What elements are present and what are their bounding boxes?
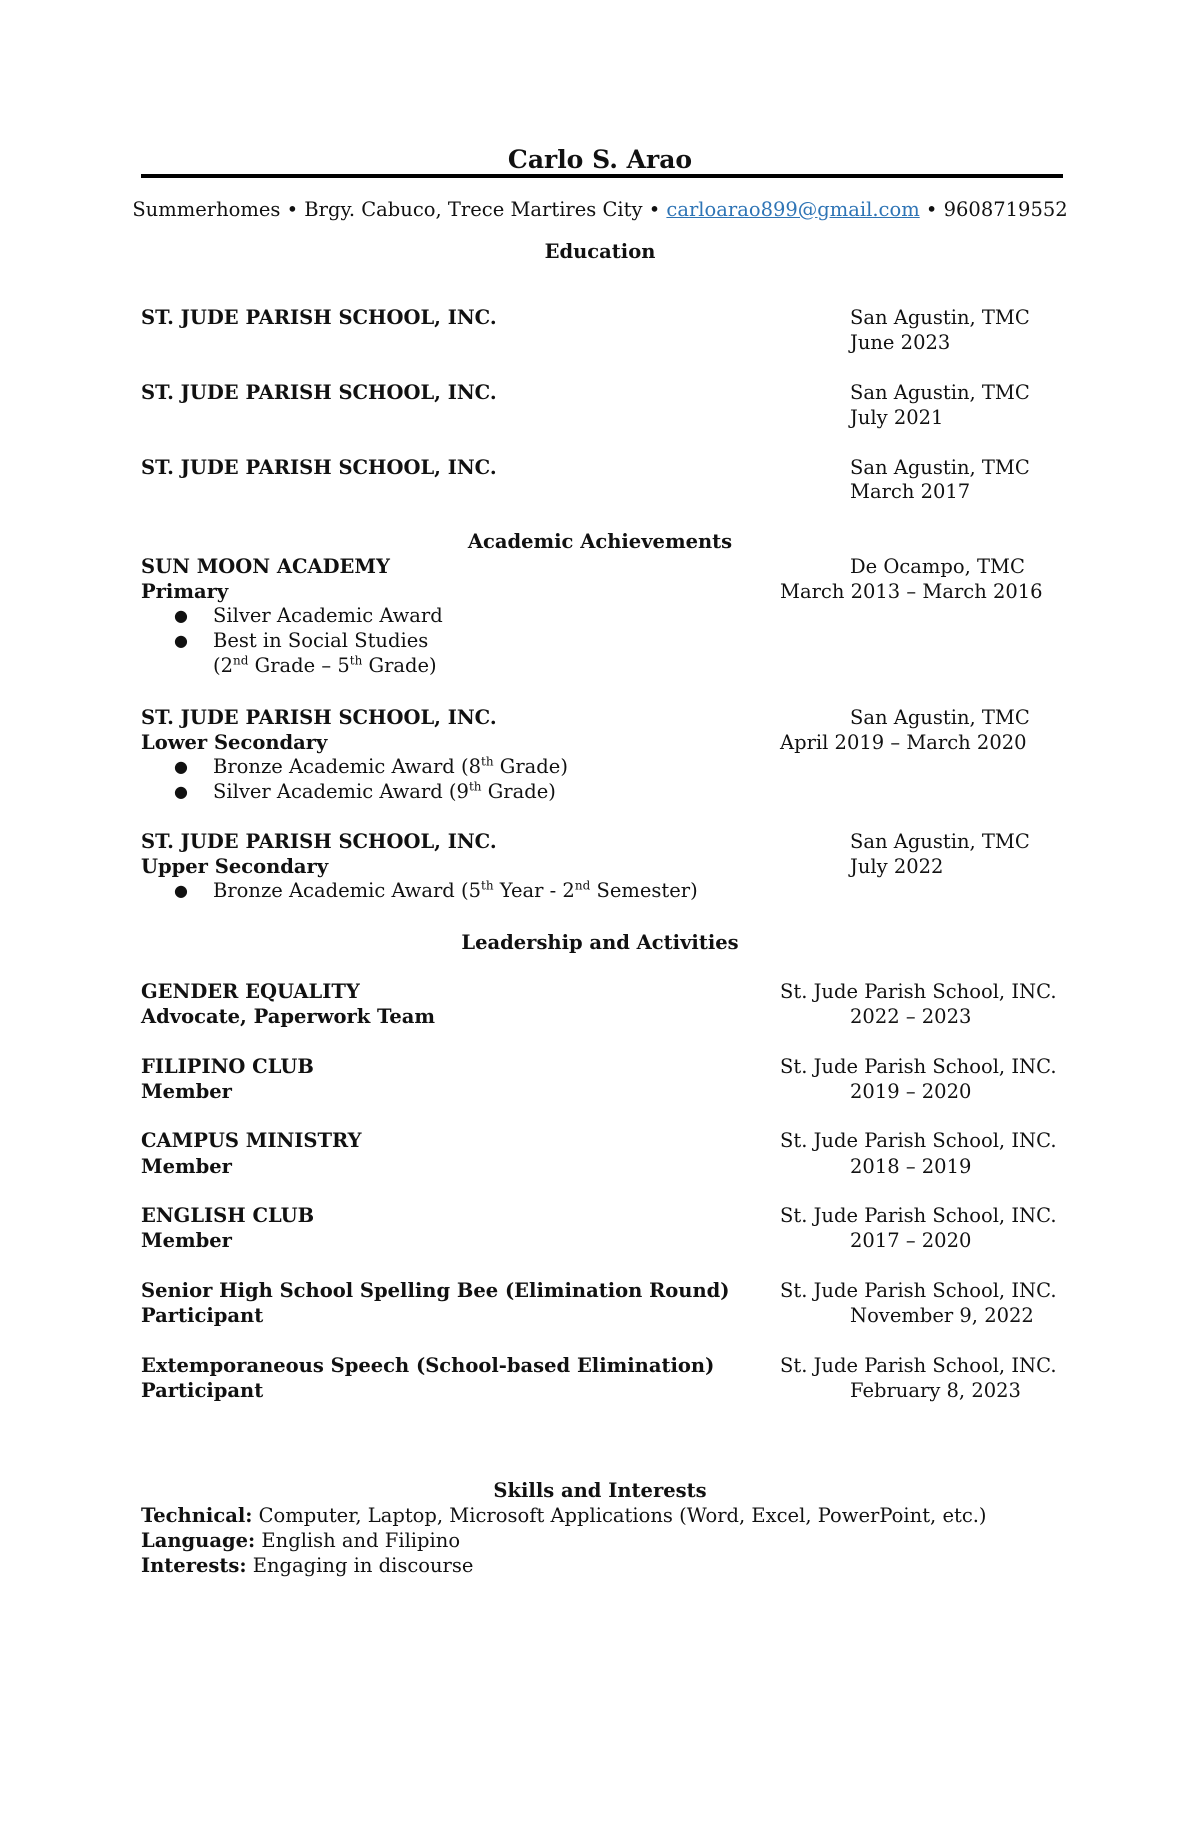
achievement-date: July 2022 [850, 855, 944, 878]
activity-role: Participant [141, 1304, 264, 1327]
activity-title: ENGLISH CLUB [141, 1204, 315, 1227]
activity-role: Member [141, 1229, 232, 1252]
achievement-location: San Agustin, TMC [850, 706, 1030, 729]
achievement-school: ST. JUDE PARISH SCHOOL, INC. [141, 706, 497, 729]
activity-title: FILIPINO CLUB [141, 1055, 314, 1078]
achievement-location: De Ocampo, TMC [850, 555, 1025, 578]
activity-date: November 9, 2022 [850, 1304, 1034, 1327]
phone-text: • 9608719552 [925, 198, 1068, 221]
activity-role: Participant [141, 1379, 264, 1402]
bullet-icon: ● [174, 631, 188, 650]
achievement-school: SUN MOON ACADEMY [141, 555, 390, 578]
skills-technical: Technical: Computer, Laptop, Microsoft Applications (Word, Excel, PowerPoint, etc.) [141, 1504, 987, 1527]
activity-role: Member [141, 1155, 232, 1178]
activity-title: Senior High School Spelling Bee (Elimination Round) [141, 1279, 730, 1302]
activity-date: 2022 – 2023 [850, 1005, 972, 1028]
bullet-icon: ● [174, 606, 188, 625]
education-heading: Education [544, 240, 656, 263]
achievement-level: Primary [141, 580, 229, 603]
achievement-level: Lower Secondary [141, 731, 328, 754]
achievement-school: ST. JUDE PARISH SCHOOL, INC. [141, 830, 497, 853]
achievement-item-detail: (2nd Grade – 5th Grade) [213, 653, 437, 677]
activity-role: Advocate, Paperwork Team [141, 1005, 436, 1028]
activity-title: Extemporaneous Speech (School-based Elimination) [141, 1354, 715, 1377]
achievement-item: Silver Academic Award [213, 604, 443, 627]
education-school: ST. JUDE PARISH SCHOOL, INC. [141, 306, 497, 329]
activity-org: St. Jude Parish School, INC. [780, 1204, 1057, 1227]
education-location: San Agustin, TMC [850, 306, 1030, 329]
achievement-item: Silver Academic Award (9th Grade) [213, 779, 556, 803]
education-date: June 2023 [850, 331, 951, 354]
activity-date: February 8, 2023 [850, 1379, 1021, 1402]
header-divider [141, 174, 1063, 178]
achievement-item: Bronze Academic Award (8th Grade) [213, 754, 568, 778]
achievements-heading: Academic Achievements [467, 530, 733, 553]
achievement-item: Best in Social Studies [213, 629, 429, 652]
bullet-icon: ● [174, 757, 188, 776]
activity-title: GENDER EQUALITY [141, 980, 360, 1003]
skills-language: Language: English and Filipino [141, 1529, 461, 1552]
education-date: July 2021 [850, 406, 944, 429]
education-location: San Agustin, TMC [850, 456, 1030, 479]
email-link[interactable]: carloarao899@gmail.com [666, 198, 920, 221]
activity-date: 2019 – 2020 [850, 1080, 972, 1103]
activity-role: Member [141, 1080, 232, 1103]
education-location: San Agustin, TMC [850, 381, 1030, 404]
education-date: March 2017 [850, 480, 971, 503]
education-school: ST. JUDE PARISH SCHOOL, INC. [141, 456, 497, 479]
bullet-icon: ● [174, 881, 188, 900]
activity-org: St. Jude Parish School, INC. [780, 1354, 1057, 1377]
contact-line [0, 198, 1200, 222]
activity-org: St. Jude Parish School, INC. [780, 1129, 1057, 1152]
activity-date: 2018 – 2019 [850, 1155, 972, 1178]
activity-org: St. Jude Parish School, INC. [780, 1055, 1057, 1078]
skills-heading: Skills and Interests [493, 1479, 707, 1502]
achievement-location: San Agustin, TMC [850, 830, 1030, 853]
resume-name: Carlo S. Arao [507, 145, 693, 174]
activity-date: 2017 – 2020 [850, 1229, 972, 1252]
achievement-level: Upper Secondary [141, 855, 329, 878]
leadership-heading: Leadership and Activities [461, 931, 739, 954]
bullet-icon: ● [174, 782, 188, 801]
activity-org: St. Jude Parish School, INC. [780, 1279, 1057, 1302]
education-school: ST. JUDE PARISH SCHOOL, INC. [141, 381, 497, 404]
address-text: Summerhomes • Brgy. Cabuco, Trece Martires City • [132, 198, 661, 221]
skills-interests: Interests: Engaging in discourse [141, 1554, 474, 1577]
achievement-date: March 2013 – March 2016 [780, 580, 1043, 603]
achievement-item: Bronze Academic Award (5th Year - 2nd Semester) [213, 878, 698, 902]
achievement-date: April 2019 – March 2020 [780, 731, 1027, 754]
activity-org: St. Jude Parish School, INC. [780, 980, 1057, 1003]
activity-title: CAMPUS MINISTRY [141, 1129, 362, 1152]
